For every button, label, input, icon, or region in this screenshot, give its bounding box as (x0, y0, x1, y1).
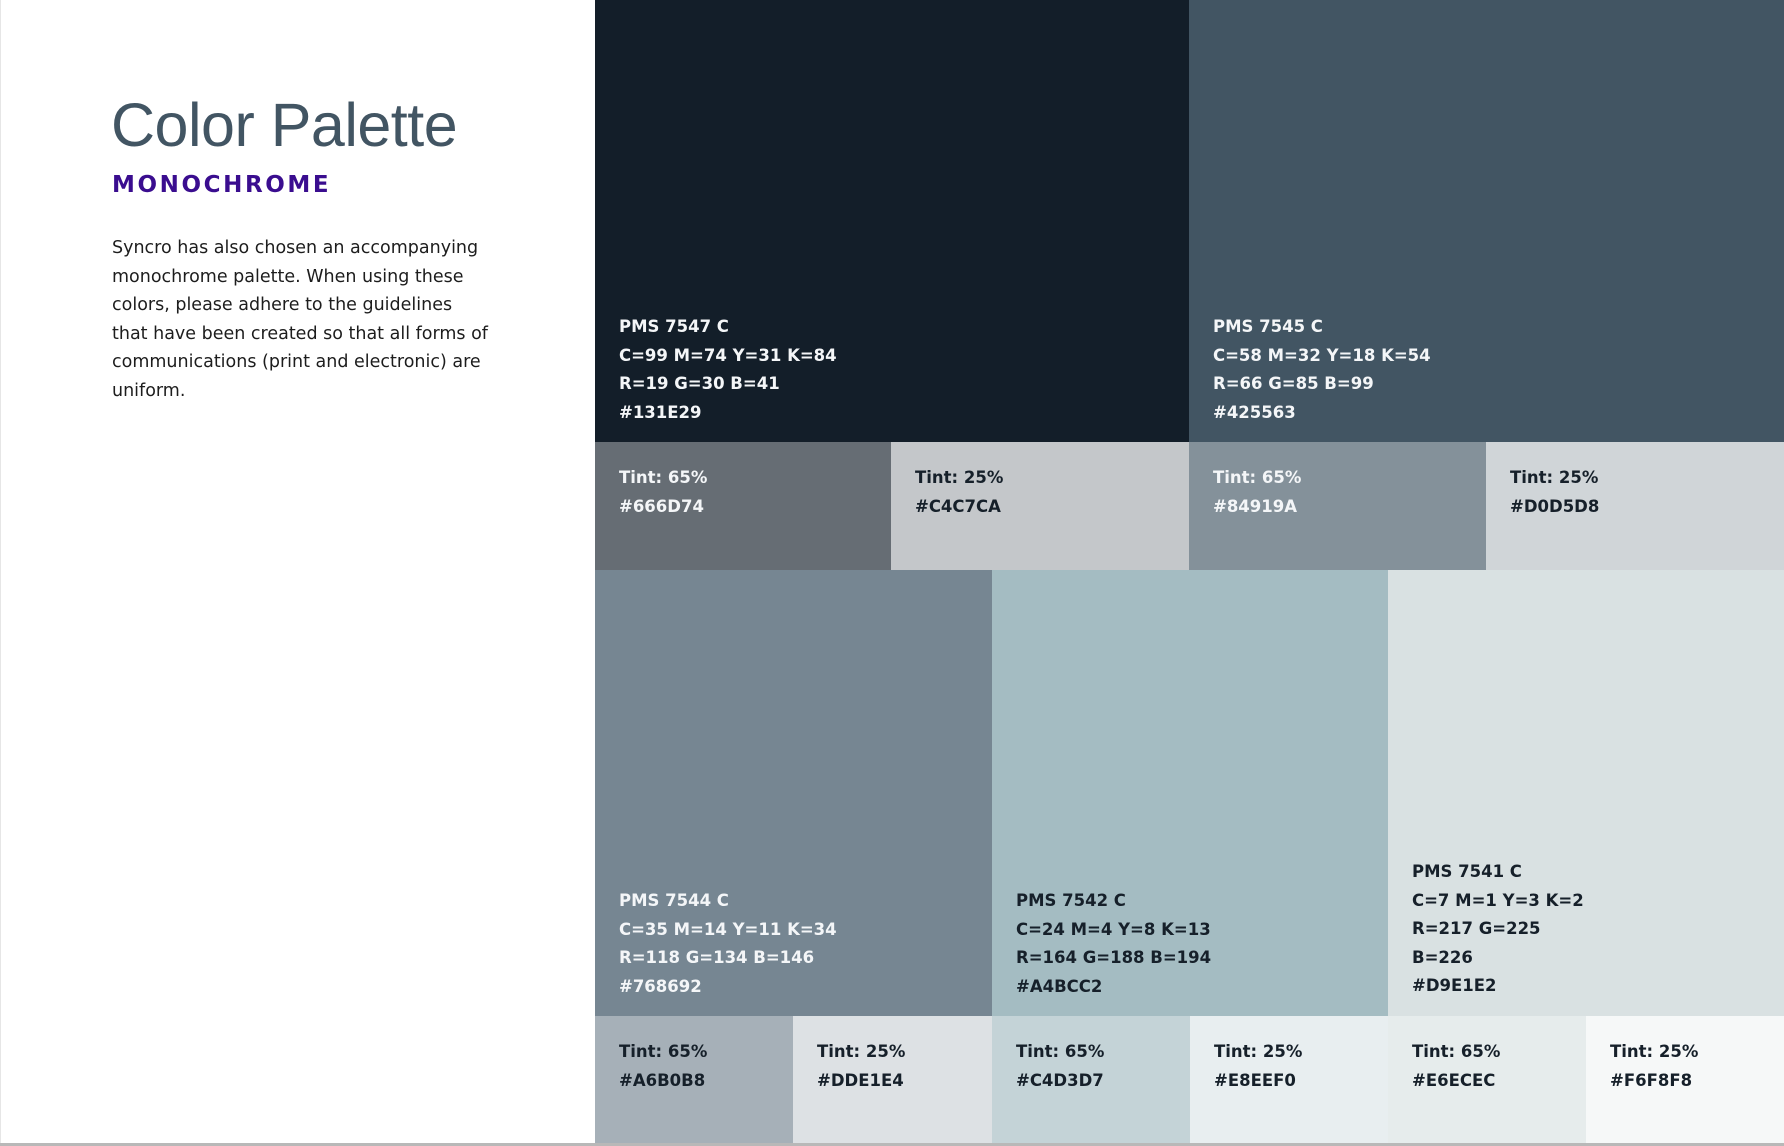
tint-7545-65 (1189, 442, 1486, 570)
swatch-rgb: R=164 G=188 B=194 (1016, 948, 1212, 967)
tint-label: Tint: 65% (619, 1042, 708, 1061)
tint-label: Tint: 25% (915, 468, 1004, 487)
tint-label: Tint: 65% (1016, 1042, 1105, 1061)
tint-label: Tint: 65% (619, 468, 708, 487)
swatch-pms-7547 (595, 0, 1189, 442)
tint-hex: #F6F8F8 (1610, 1070, 1693, 1090)
page-title: Color Palette (111, 91, 458, 159)
swatch-cmyk: C=35 M=14 Y=11 K=34 (619, 919, 837, 939)
swatch-name: PMS 7544 C (619, 891, 729, 910)
tint-7542-65 (992, 1016, 1190, 1143)
swatch-rgb: R=19 G=30 B=41 (619, 374, 780, 393)
swatch-hex: #A4BCC2 (1016, 976, 1103, 996)
tint-hex: #A6B0B8 (619, 1070, 706, 1090)
tint-hex: #E8EEF0 (1214, 1070, 1296, 1090)
swatch-pms-7545 (1189, 0, 1784, 442)
tint-hex: #C4C7CA (915, 496, 1001, 516)
tint-hex: #D0D5D8 (1510, 496, 1600, 516)
swatch-rgb: R=118 G=134 B=146 (619, 948, 815, 967)
swatch-name: PMS 7542 C (1016, 891, 1126, 910)
swatch-cmyk: C=7 M=1 Y=3 K=2 (1412, 890, 1584, 910)
tint-hex: #DDE1E4 (817, 1070, 904, 1090)
tint-7544-65 (595, 1016, 793, 1143)
swatch-name: PMS 7545 C (1213, 317, 1323, 336)
tint-hex: #C4D3D7 (1016, 1070, 1104, 1090)
swatch-pms-7542 (992, 570, 1388, 1016)
tint-7545-25 (1486, 442, 1784, 570)
tint-hex: #E6ECEC (1412, 1070, 1496, 1090)
swatch-rgb-cont: B=226 (1412, 947, 1473, 967)
swatch-cmyk: C=58 M=32 Y=18 K=54 (1213, 345, 1431, 365)
swatch-name: PMS 7541 C (1412, 862, 1522, 881)
tint-label: Tint: 65% (1412, 1042, 1501, 1061)
swatch-pms-7544 (595, 570, 992, 1016)
swatch-hex: #131E29 (619, 402, 702, 422)
tint-label: Tint: 65% (1213, 468, 1302, 487)
tint-7542-25 (1190, 1016, 1388, 1143)
swatch-cmyk: C=99 M=74 Y=31 K=84 (619, 345, 837, 365)
tint-7544-25 (793, 1016, 992, 1143)
section-subtitle: MONOCHROME (112, 172, 332, 198)
swatch-hex: #768692 (619, 976, 702, 996)
tint-7547-65 (595, 442, 891, 570)
tint-hex: #84919A (1213, 496, 1297, 516)
tint-label: Tint: 25% (1214, 1042, 1303, 1061)
swatch-hex: #D9E1E2 (1412, 976, 1497, 995)
tint-label: Tint: 25% (1510, 468, 1599, 487)
swatch-rgb: R=66 G=85 B=99 (1213, 374, 1374, 393)
tint-hex: #666D74 (619, 496, 704, 516)
tint-7541-25 (1586, 1016, 1784, 1143)
palette-description: Syncro has also chosen an accompanying monochrome palette. When using these colors, please adhere to the guidelines that have been created so that all forms of communications (print and electronic) are uniform. (112, 238, 488, 401)
swatch-hex: #425563 (1213, 402, 1296, 422)
tint-7541-65 (1388, 1016, 1586, 1143)
swatch-pms-7541 (1388, 570, 1784, 1016)
swatch-rgb: R=217 G=225 (1412, 919, 1541, 938)
tint-7547-25 (891, 442, 1189, 570)
swatch-name: PMS 7547 C (619, 317, 729, 336)
tint-label: Tint: 25% (1610, 1042, 1699, 1061)
intro-panel (0, 0, 595, 1146)
tint-label: Tint: 25% (817, 1042, 906, 1061)
swatch-cmyk: C=24 M=4 Y=8 K=13 (1016, 919, 1211, 939)
